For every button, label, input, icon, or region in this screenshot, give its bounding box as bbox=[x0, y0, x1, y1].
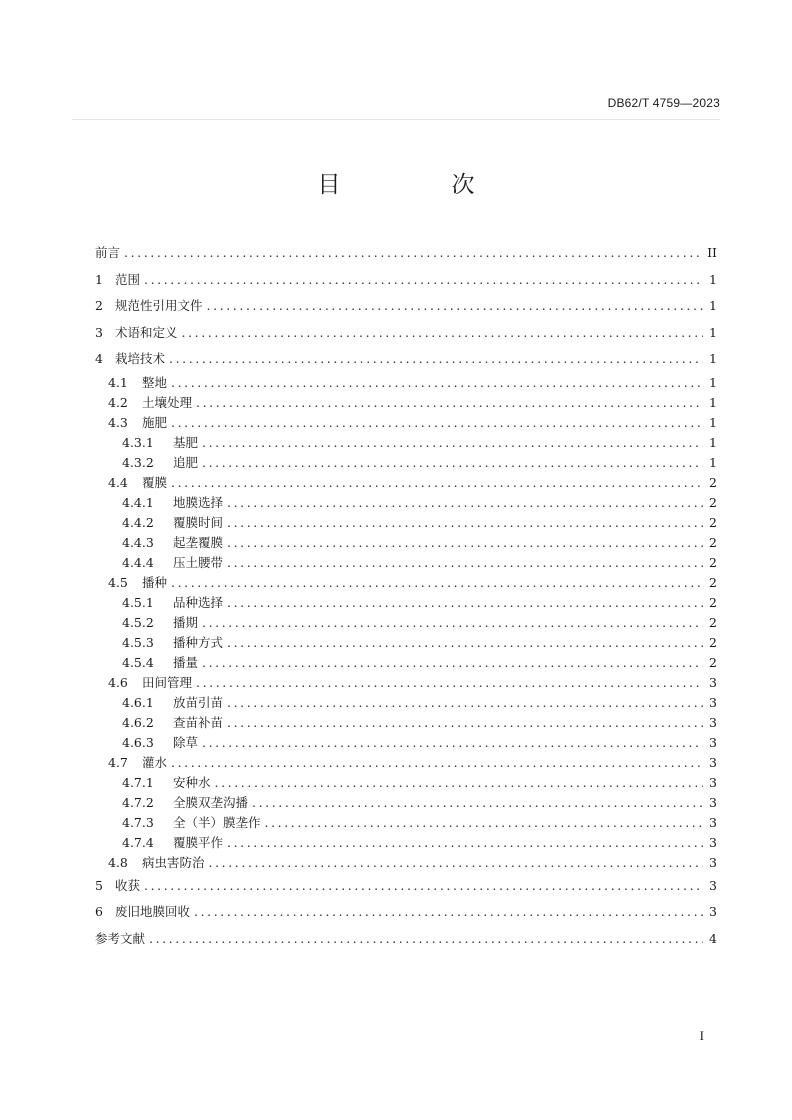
toc-entry-label: 施肥 bbox=[142, 414, 168, 430]
toc-entry-page: 2 bbox=[709, 474, 717, 490]
toc-entry-label: 安种水 bbox=[173, 774, 211, 790]
toc-entry-number: 1 bbox=[95, 271, 103, 287]
toc-leader-dots bbox=[171, 573, 703, 593]
toc-leader-dots bbox=[227, 833, 703, 853]
toc-entry-label: 播期 bbox=[173, 614, 199, 630]
toc-entry[interactable] bbox=[95, 673, 717, 693]
toc-leader-dots bbox=[182, 320, 703, 347]
toc-entry-number: 2 bbox=[95, 298, 103, 313]
toc-leader-dots bbox=[144, 267, 703, 294]
toc-entry[interactable] bbox=[95, 453, 717, 473]
toc-entry[interactable] bbox=[95, 320, 717, 347]
toc-entry-label: 播种方式 bbox=[173, 634, 224, 650]
toc-entry-label: 灌水 bbox=[142, 754, 168, 770]
toc-entry-label: 术语和定义 bbox=[115, 324, 178, 340]
toc-entry-number: 4.6.1 bbox=[122, 694, 154, 710]
toc-entry-label: 起垄覆膜 bbox=[173, 534, 224, 550]
toc-entry-label: 基肥 bbox=[173, 434, 199, 450]
toc-entry-label: 收获 bbox=[115, 877, 141, 893]
toc-leader-dots bbox=[124, 240, 703, 267]
toc-entry-page: 2 bbox=[709, 574, 717, 590]
toc-leader-dots bbox=[202, 613, 703, 633]
toc-entry-page: 1 bbox=[709, 434, 717, 450]
toc-leader-dots bbox=[196, 673, 703, 693]
toc-entry-page: 3 bbox=[709, 674, 717, 690]
toc-leader-dots bbox=[227, 633, 703, 653]
toc-entry-label: 播量 bbox=[173, 654, 199, 670]
toc-entry[interactable] bbox=[95, 899, 717, 926]
toc-entry-page: 1 bbox=[709, 324, 717, 340]
toc-leader-dots bbox=[227, 713, 703, 733]
toc-entry[interactable] bbox=[95, 753, 717, 773]
toc-entry-number: 4.7 bbox=[108, 754, 128, 770]
toc-entry[interactable] bbox=[95, 713, 717, 733]
toc-entry[interactable] bbox=[95, 926, 717, 953]
toc-entry-label: 地膜选择 bbox=[173, 494, 224, 510]
toc-entry-label: 前言 bbox=[95, 245, 121, 260]
toc-entry-page: 4 bbox=[709, 930, 717, 946]
toc-leader-dots bbox=[194, 899, 703, 926]
toc-entry-label: 规范性引用文件 bbox=[115, 298, 203, 313]
toc-entry[interactable] bbox=[95, 513, 717, 533]
toc-entry[interactable] bbox=[95, 813, 717, 833]
toc-entry-number: 4.4.3 bbox=[122, 534, 154, 550]
toc-entry-label: 参考文献 bbox=[95, 930, 146, 946]
toc-entry[interactable] bbox=[95, 433, 717, 453]
toc-leader-dots bbox=[252, 793, 703, 813]
toc-entry-label: 压土腰带 bbox=[173, 554, 224, 570]
toc-entry-page: 1 bbox=[709, 298, 717, 313]
toc-leader-dots bbox=[227, 553, 703, 573]
toc-entry[interactable] bbox=[95, 267, 717, 294]
toc-entry-label: 覆膜平作 bbox=[173, 834, 224, 850]
toc-entry[interactable] bbox=[95, 873, 717, 900]
toc-entry-page: 2 bbox=[709, 614, 717, 630]
toc-entry-page: 3 bbox=[709, 854, 717, 870]
toc-entry[interactable] bbox=[95, 613, 717, 633]
toc-leader-dots bbox=[209, 853, 703, 873]
toc-entry-label: 查苗补苗 bbox=[173, 714, 224, 730]
toc-entry[interactable] bbox=[95, 633, 717, 653]
toc-entry-number: 4.5.1 bbox=[122, 594, 154, 610]
toc-entry-number: 4.5 bbox=[108, 574, 128, 590]
toc-entry-page: 2 bbox=[709, 494, 717, 510]
toc-entry-number: 4.3.2 bbox=[122, 454, 154, 470]
toc-entry-label: 追肥 bbox=[173, 454, 199, 470]
toc-leader-dots bbox=[207, 293, 703, 320]
header-rule bbox=[72, 119, 720, 120]
toc-leader-dots bbox=[227, 533, 703, 553]
toc-entry-number: 4.7.3 bbox=[122, 814, 154, 830]
toc-entry-label: 全膜双垄沟播 bbox=[173, 794, 249, 810]
toc-entry[interactable] bbox=[95, 653, 717, 673]
toc-entry-page: 3 bbox=[709, 694, 717, 710]
toc-entry-label: 放苗引苗 bbox=[173, 694, 224, 710]
toc-entry-label: 覆膜时间 bbox=[173, 514, 224, 530]
toc-leader-dots bbox=[215, 773, 703, 793]
document-header-code: DB62/T 4759—2023 bbox=[607, 96, 720, 110]
toc-entry[interactable] bbox=[95, 346, 717, 373]
toc-entry-label: 田间管理 bbox=[142, 674, 193, 690]
toc-entry-page: II bbox=[707, 245, 717, 260]
toc-entry-number: 4.5.2 bbox=[122, 614, 154, 630]
toc-entry[interactable] bbox=[95, 853, 717, 873]
toc-leader-dots bbox=[202, 453, 703, 473]
toc-entry-page: 3 bbox=[709, 814, 717, 830]
toc-entry[interactable] bbox=[95, 293, 717, 320]
toc-entry[interactable] bbox=[95, 833, 717, 853]
toc-entry-number: 4.5.4 bbox=[122, 654, 154, 670]
toc-leader-dots bbox=[149, 926, 703, 953]
page-title: 目 次 bbox=[317, 172, 519, 198]
toc-entry-number: 4.8 bbox=[108, 854, 128, 870]
toc-entry-page: 1 bbox=[709, 414, 717, 430]
toc-entry-label: 栽培技术 bbox=[115, 351, 166, 366]
toc-entry-number: 4.4 bbox=[108, 474, 128, 490]
toc-entry-page: 1 bbox=[709, 454, 717, 470]
toc-entry[interactable] bbox=[95, 553, 717, 573]
toc-leader-dots bbox=[171, 413, 703, 433]
toc-leader-dots bbox=[227, 493, 703, 513]
toc-entry[interactable] bbox=[95, 573, 717, 593]
toc-entry-page: 2 bbox=[709, 634, 717, 650]
toc-entry-page: 2 bbox=[709, 654, 717, 670]
toc-entry-page: 3 bbox=[709, 794, 717, 810]
toc-entry-number: 4 bbox=[95, 351, 103, 366]
toc-leader-dots bbox=[265, 813, 703, 833]
toc-entry[interactable] bbox=[95, 473, 717, 493]
toc-entry-page: 1 bbox=[709, 374, 717, 390]
toc-leader-dots bbox=[196, 393, 703, 413]
toc-entry-page: 3 bbox=[709, 834, 717, 850]
toc-entry[interactable] bbox=[95, 240, 717, 267]
toc-entry-label: 范围 bbox=[115, 271, 141, 287]
toc-entry-label: 覆膜 bbox=[142, 474, 168, 490]
toc-entry-page: 3 bbox=[709, 714, 717, 730]
toc-leader-dots bbox=[227, 593, 703, 613]
toc-leader-dots bbox=[171, 373, 703, 393]
toc-entry-number: 4.6.2 bbox=[122, 714, 154, 730]
toc-entry-number: 4.6 bbox=[108, 674, 128, 690]
toc-entry-number: 4.2 bbox=[108, 394, 128, 410]
toc-entry-number: 4.5.3 bbox=[122, 634, 154, 650]
toc-leader-dots bbox=[227, 693, 703, 713]
toc-entry-page: 3 bbox=[709, 734, 717, 750]
toc-entry-page: 2 bbox=[709, 594, 717, 610]
toc-entry-label: 全（半）膜垄作 bbox=[173, 814, 261, 830]
toc-entry-label: 废旧地膜回收 bbox=[115, 904, 191, 919]
toc-entry-page: 2 bbox=[709, 534, 717, 550]
toc-entry[interactable] bbox=[95, 533, 717, 553]
toc-entry-number: 4.3.1 bbox=[122, 434, 154, 450]
toc-leader-dots bbox=[144, 873, 703, 900]
toc-leader-dots bbox=[171, 753, 703, 773]
toc-leader-dots bbox=[202, 433, 703, 453]
toc-entry-number: 4.4.1 bbox=[122, 494, 154, 510]
toc-entry-page: 3 bbox=[709, 877, 717, 893]
toc-entry[interactable] bbox=[95, 773, 717, 793]
toc-entry-label: 品种选择 bbox=[173, 594, 224, 610]
toc-entry-number: 4.4.4 bbox=[122, 554, 154, 570]
toc-entry-page: 3 bbox=[709, 904, 717, 919]
toc-leader-dots bbox=[227, 513, 703, 533]
toc-entry[interactable] bbox=[95, 373, 717, 393]
footer-page-number: I bbox=[699, 1028, 704, 1043]
toc-entry-number: 4.1 bbox=[108, 374, 128, 390]
toc-entry-page: 2 bbox=[709, 554, 717, 570]
toc-entry-number: 3 bbox=[95, 324, 103, 340]
table-of-contents bbox=[95, 240, 717, 952]
toc-entry-label: 除草 bbox=[173, 734, 199, 750]
toc-entry-number: 4.3 bbox=[108, 414, 128, 430]
toc-entry-number: 4.7.1 bbox=[122, 774, 154, 790]
toc-entry-page: 3 bbox=[709, 774, 717, 790]
toc-entry-number: 4.7.2 bbox=[122, 794, 154, 810]
toc-entry[interactable] bbox=[95, 733, 717, 753]
toc-entry-number: 4.4.2 bbox=[122, 514, 154, 530]
toc-leader-dots bbox=[171, 473, 703, 493]
toc-entry-number: 5 bbox=[95, 877, 103, 893]
toc-entry-number: 6 bbox=[95, 904, 103, 919]
toc-entry[interactable] bbox=[95, 393, 717, 413]
toc-entry-number: 4.7.4 bbox=[122, 834, 154, 850]
toc-entry-label: 播种 bbox=[142, 574, 168, 590]
toc-entry[interactable] bbox=[95, 493, 717, 513]
toc-entry-page: 1 bbox=[709, 351, 717, 366]
toc-leader-dots bbox=[202, 653, 703, 673]
toc-entry-number: 4.6.3 bbox=[122, 734, 154, 750]
toc-entry[interactable] bbox=[95, 593, 717, 613]
toc-entry[interactable] bbox=[95, 793, 717, 813]
toc-entry-label: 整地 bbox=[142, 374, 168, 390]
toc-entry-page: 1 bbox=[709, 394, 717, 410]
toc-entry[interactable] bbox=[95, 413, 717, 433]
toc-entry-label: 土壤处理 bbox=[142, 394, 193, 410]
toc-entry-label: 病虫害防治 bbox=[142, 854, 205, 870]
toc-entry[interactable] bbox=[95, 693, 717, 713]
toc-entry-page: 2 bbox=[709, 514, 717, 530]
toc-leader-dots bbox=[169, 346, 703, 373]
toc-leader-dots bbox=[202, 733, 703, 753]
toc-entry-page: 3 bbox=[709, 754, 717, 770]
toc-entry-page: 1 bbox=[709, 271, 717, 287]
